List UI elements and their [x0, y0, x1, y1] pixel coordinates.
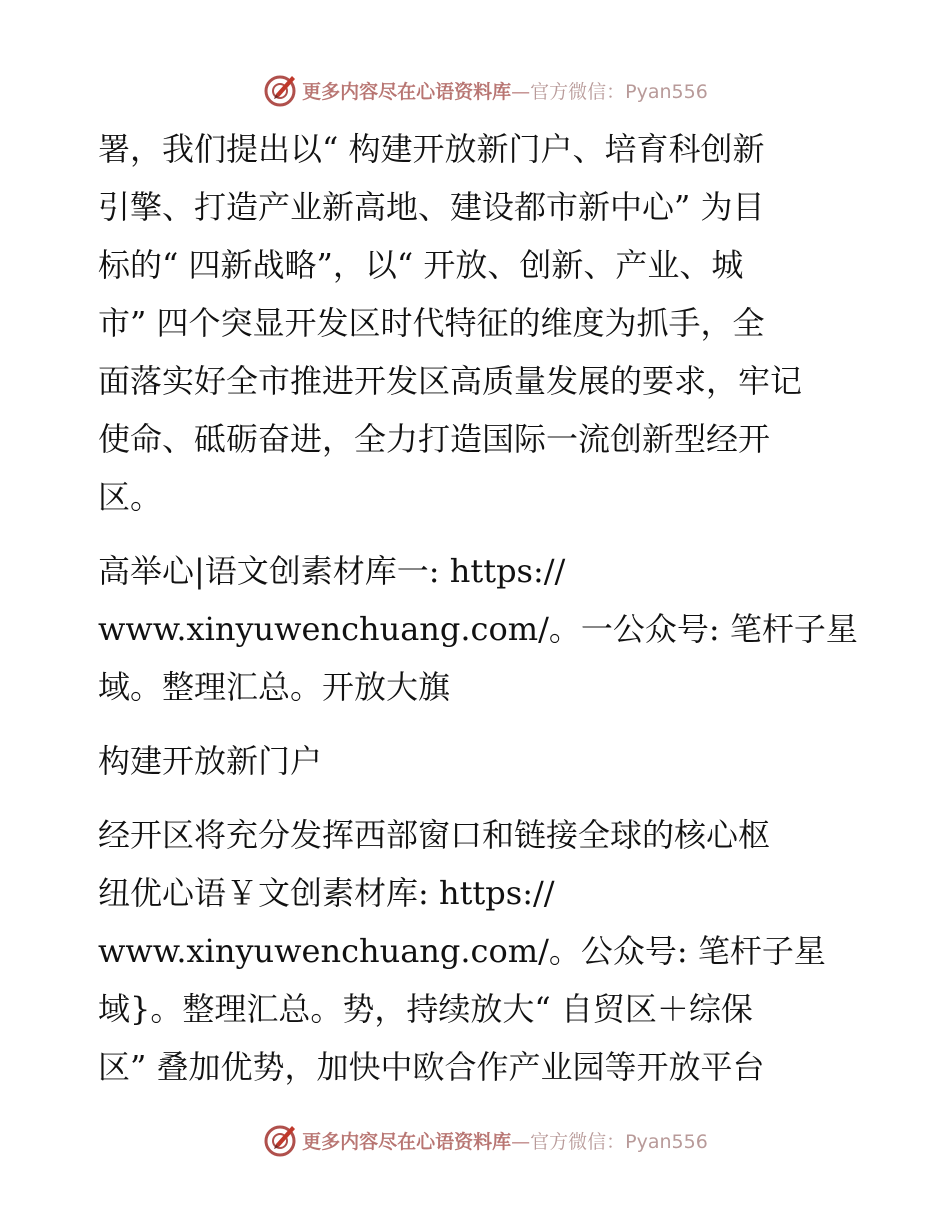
paragraph [98, 120, 868, 526]
document-body [98, 120, 868, 1096]
text-line: 市” 四个突显开发区时代特征的维度为抓手，全 [98, 304, 765, 342]
logo-icon [262, 72, 298, 108]
header-separator: — [511, 80, 531, 103]
logo-icon [262, 1122, 298, 1158]
paragraph [98, 806, 868, 1096]
text-line: 区” 叠加优势，加快中欧合作产业园等开放平台 [98, 1048, 765, 1086]
section-heading: 构建开放新门户 [98, 742, 323, 780]
footer-brand-text: 更多内容尽在心语资料库 [302, 1130, 512, 1153]
text-line: 经开区将充分发挥西部窗口和链接全球的核心枢 [98, 816, 771, 854]
text-line: 引擎、打造产业新高地、建设都市新中心” 为目 [98, 188, 765, 226]
text-line: 高举心|语文创素材库一: https:// [98, 552, 566, 590]
text-line: 域}。整理汇总。势，持续放大“ 自贸区＋综保 [98, 990, 753, 1028]
header-brand-text: 更多内容尽在心语资料库 [302, 80, 512, 103]
text-line: 面落实好全市推进开发区高质量发展的要求，牢记 [98, 362, 803, 400]
footer-wechat-text: 官方微信：Pyan556 [530, 1130, 708, 1153]
text-line: 区。 [98, 478, 163, 516]
footer-separator: — [511, 1130, 531, 1153]
text-line: 域。整理汇总。开放大旗 [98, 668, 451, 706]
paragraph [98, 542, 868, 716]
paragraph [98, 732, 868, 790]
text-line: www.xinyuwenchuang.com/。公众号: 笔杆子星 [98, 932, 826, 970]
text-line: 署，我们提出以“ 构建开放新门户、培育科创新 [98, 130, 765, 168]
text-line: 使命、砥砺奋进，全力打造国际一流创新型经开 [98, 420, 771, 458]
text-line: 标的“ 四新战略”，以“ 开放、创新、产业、城 [98, 246, 744, 284]
header-wechat-text: 官方微信：Pyan556 [530, 80, 708, 103]
text-line: 纽优心语￥文创素材库: https:// [98, 874, 555, 912]
header-banner [0, 70, 950, 110]
text-line: www.xinyuwenchuang.com/。一公众号: 笔杆子星 [98, 610, 858, 648]
footer-banner [0, 1120, 950, 1160]
